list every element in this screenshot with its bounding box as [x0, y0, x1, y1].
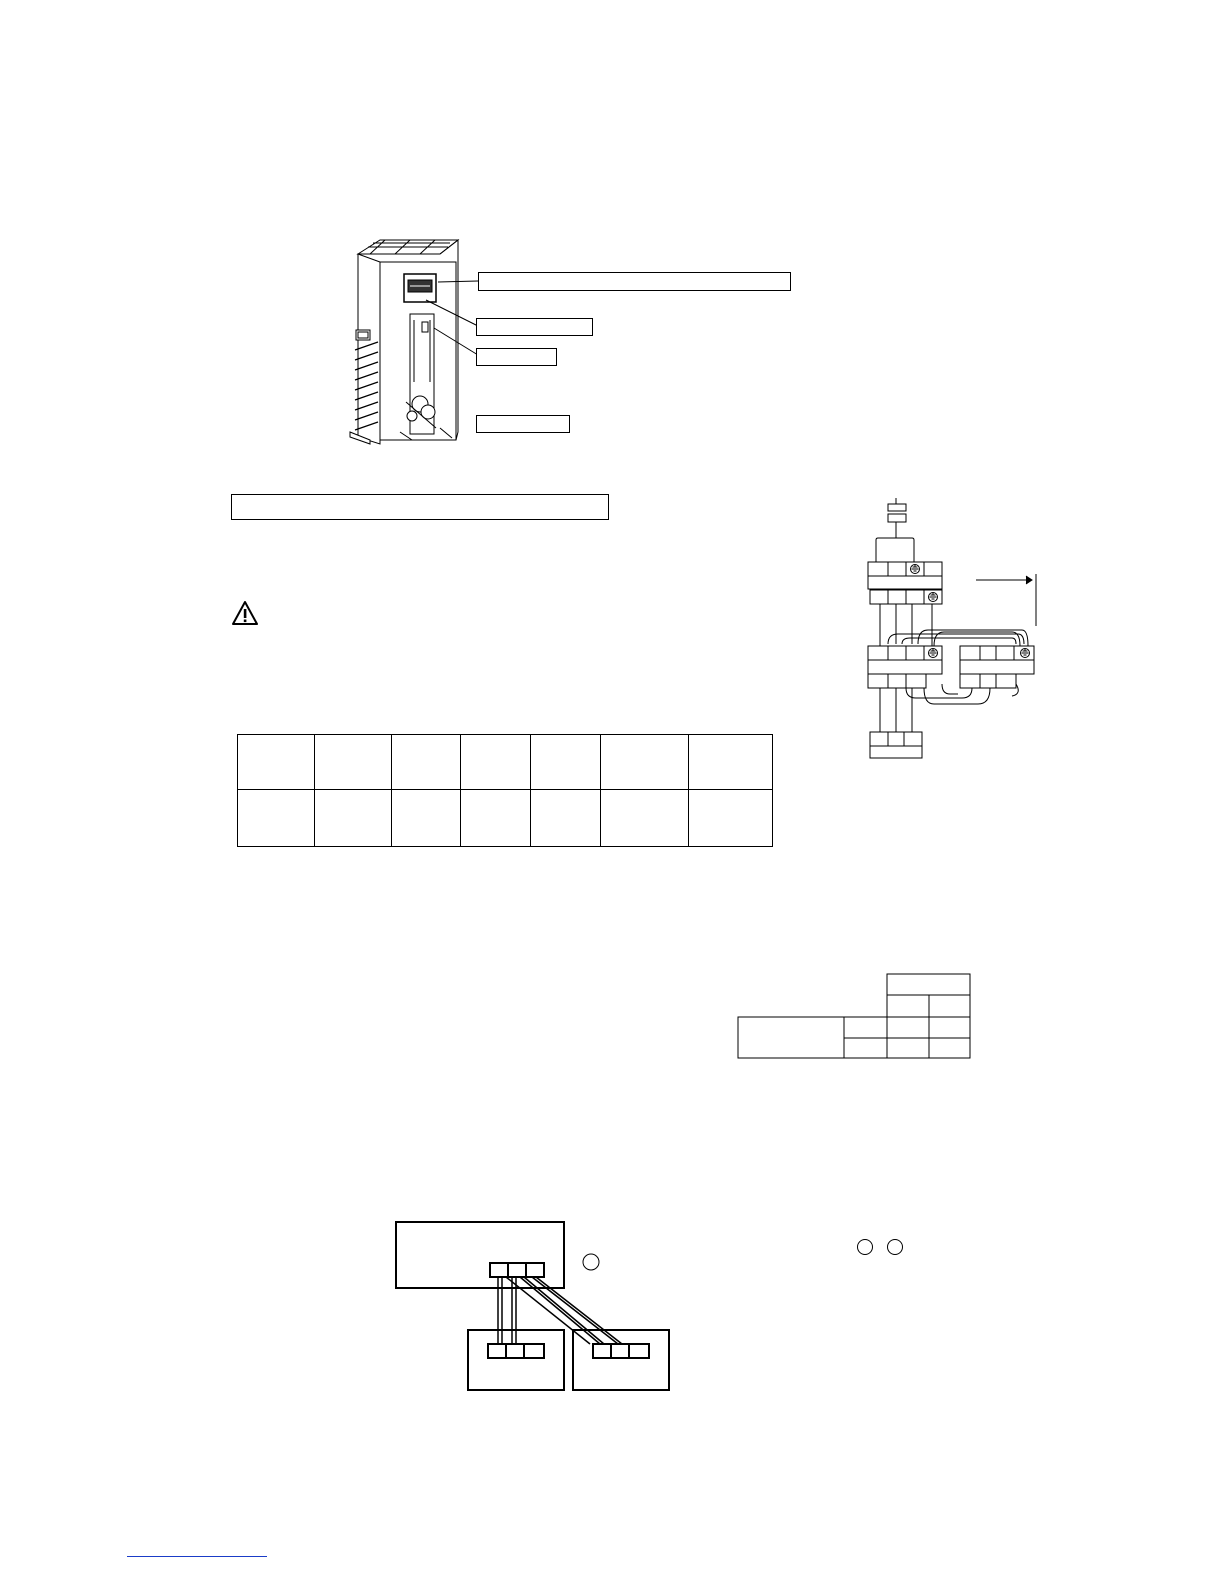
callout-service-port	[476, 348, 557, 366]
table-cell	[391, 790, 460, 847]
table-cell	[238, 790, 315, 847]
footer-link[interactable]	[127, 1556, 267, 1557]
callout-valves	[476, 415, 570, 433]
table-row	[238, 790, 773, 847]
table-cell	[600, 735, 689, 790]
marker-circle-a	[581, 1252, 601, 1272]
selector-table	[736, 972, 974, 1060]
table-cell	[238, 735, 315, 790]
table-cell	[314, 735, 391, 790]
callout-terminal-block	[478, 272, 791, 291]
table-cell	[530, 735, 600, 790]
warning-triangle-icon	[231, 600, 259, 626]
table-cell	[530, 790, 600, 847]
table-cell	[314, 790, 391, 847]
power-wiring-diagram	[862, 494, 1042, 764]
table-cell	[689, 735, 773, 790]
spec-table	[237, 734, 773, 847]
table-cell	[391, 735, 460, 790]
table-cell	[600, 790, 689, 847]
unit-connection-diagram	[394, 1218, 674, 1394]
marker-circle-b	[855, 1237, 875, 1257]
table-cell	[460, 735, 530, 790]
table-row	[238, 735, 773, 790]
section-heading-box	[231, 494, 609, 520]
table-cell	[460, 790, 530, 847]
marker-circle-c	[885, 1237, 905, 1257]
table-cell	[689, 790, 773, 847]
callout-cover	[476, 318, 593, 336]
